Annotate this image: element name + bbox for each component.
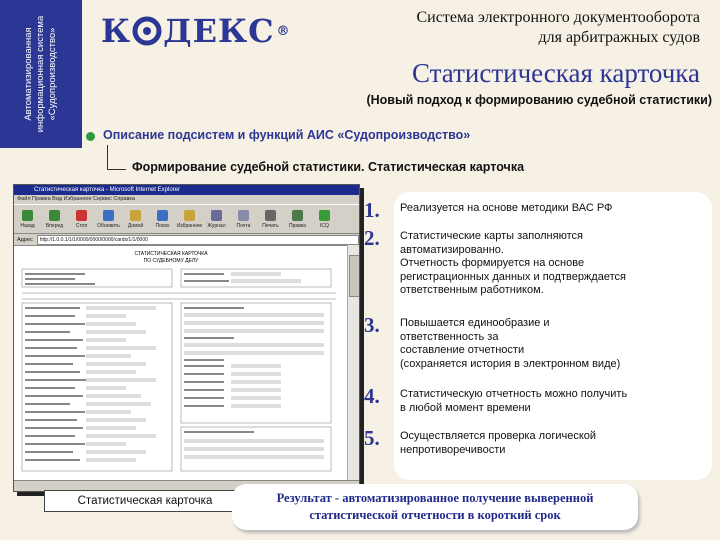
- result-box: [232, 484, 638, 530]
- system-title-line: Система электронного документооборота: [416, 9, 700, 26]
- browser-menu-bar: Файл Правка Вид Избранное Сервис Справка: [14, 195, 359, 204]
- address-field: http://1.0.0.1/1/1/0000/0000/0000/cards/1/1/0000: [37, 235, 359, 245]
- browser-toolbar: [14, 204, 359, 234]
- browser-screenshot: [13, 184, 360, 492]
- sidebar: [0, 0, 82, 148]
- bullet-icon: [86, 132, 95, 141]
- subsystems-link[interactable]: Описание подсистем и функций АИС «Судопроизводство»: [103, 128, 471, 142]
- item-number: 3.: [364, 313, 380, 337]
- item-number: 5.: [364, 426, 380, 450]
- logo-mark-icon: [132, 16, 162, 46]
- page-subtitle: (Новый подход к формированию судебной статистики): [366, 93, 712, 107]
- page-title: Статистическая карточка: [412, 58, 700, 88]
- toolbar-button: Избранное: [178, 207, 201, 231]
- toolbar-button: ICQ: [313, 207, 336, 231]
- toolbar-button: Почта: [232, 207, 255, 231]
- toolbar-button: Назад: [16, 207, 39, 231]
- result-line: Результат - автоматизированное получение выверенной: [276, 491, 594, 505]
- form-preview: [16, 247, 346, 479]
- screenshot-caption: Статистическая карточка: [44, 490, 246, 512]
- toolbar-button: Обновить: [97, 207, 120, 231]
- form-heading: ПО СУДЕБНОМУ ДЕЛУ: [143, 258, 199, 264]
- browser-address-bar: Адрес http://1.0.0.1/1/1/0000/0000/0000/cards/1/1/0000: [14, 234, 359, 246]
- tree-connector: [107, 145, 126, 170]
- toolbar-button: Журнал: [205, 207, 228, 231]
- sidebar-caption: [0, 0, 82, 148]
- item-number: 2.: [364, 226, 380, 250]
- result-line: статистической отчетности в короткий срок: [309, 508, 561, 522]
- system-title: [330, 8, 700, 48]
- toolbar-button: Вперед: [43, 207, 66, 231]
- list-item: Статистическую отчетность можно получить в любой момент времени: [400, 388, 628, 414]
- logo-text-right: ДЕКС: [163, 12, 275, 50]
- item-number: 4.: [364, 384, 380, 408]
- logo-registered: ®: [276, 23, 291, 39]
- kodeks-logo: [101, 10, 291, 52]
- sidebar-line: информационная система: [35, 15, 46, 133]
- toolbar-button: Правка: [286, 207, 309, 231]
- system-title-line: для арбитражных судов: [538, 29, 700, 46]
- scrollbar-thumb: [349, 255, 360, 297]
- sidebar-line: Автоматизированная: [23, 27, 34, 121]
- section-title: Формирование судебной статистики. Статистическая карточка: [132, 160, 525, 174]
- toolbar-button: Домой: [124, 207, 147, 231]
- toolbar-button: Стоп: [70, 207, 93, 231]
- list-item: Осуществляется проверка логической непротиворечивости: [400, 430, 597, 456]
- list-item: Реализуется на основе методики ВАС РФ: [400, 202, 613, 214]
- form-heading: СТАТИСТИЧЕСКАЯ КАРТОЧКА: [134, 251, 208, 257]
- toolbar-button: Печать: [259, 207, 282, 231]
- scrollbar: [347, 245, 359, 481]
- sidebar-line: «Судопроизводство»: [47, 27, 58, 121]
- browser-title-bar: Статистическая карточка - Microsoft Internet Explorer: [14, 185, 359, 195]
- toolbar-button: Поиск: [151, 207, 174, 231]
- item-number: 1.: [364, 198, 380, 222]
- logo-text-left: К: [101, 12, 132, 50]
- list-item: Статистические карты заполняются автоматизированно. Отчетность формируется на основе регистрационных данных и подтверждается ответственным работником.: [400, 230, 626, 296]
- list-item: Повышается единообразие и ответственность за составление отчетности (сохраняется история в электронном виде): [400, 317, 621, 370]
